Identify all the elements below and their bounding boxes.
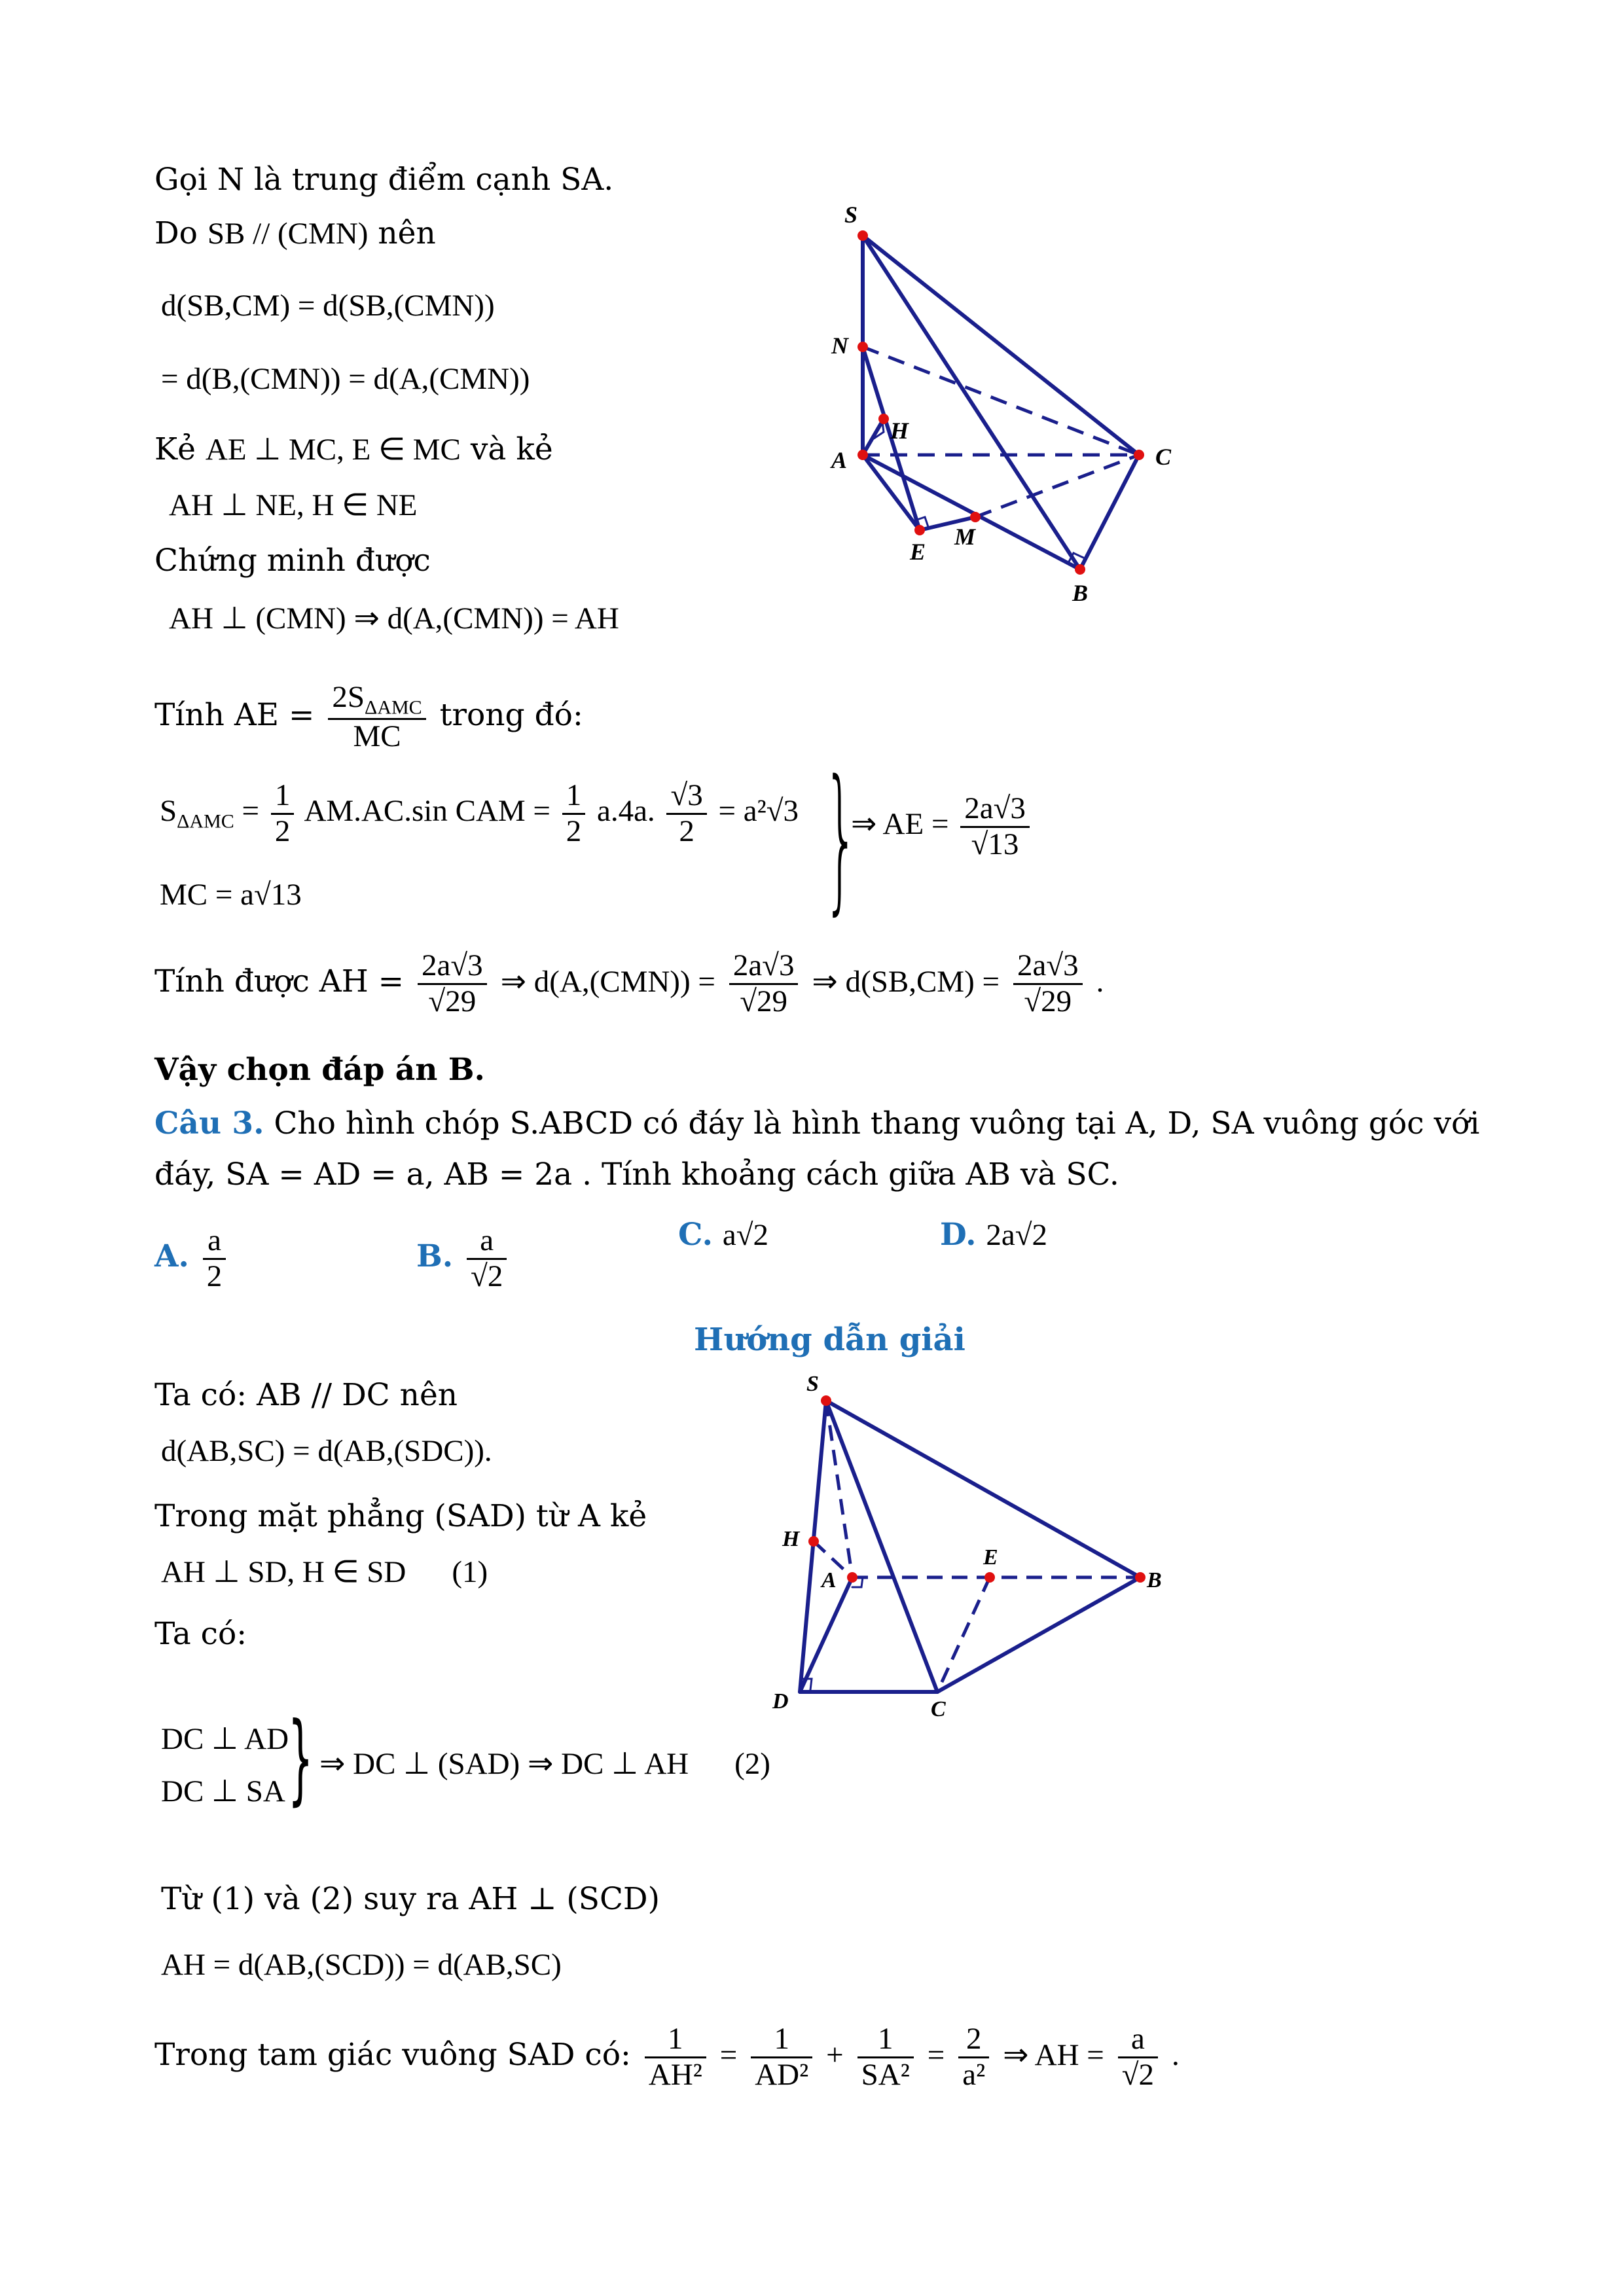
label-d: D — [772, 1689, 789, 1713]
point-n — [857, 342, 868, 352]
fraction: $\frac{2a√3}{√29}$ — [1013, 949, 1083, 1018]
text: Cho hình chóp S.ABCD có đáy là hình thang vuông tại A, D, SA vuông góc với — [264, 1105, 1480, 1141]
text-line: Ta có: AB // DC nên — [154, 1377, 458, 1413]
point-e — [914, 525, 925, 535]
option-value: a√2 — [722, 1218, 769, 1252]
fraction: $\frac{2a√3}{√29}$ — [729, 949, 799, 1018]
point-b — [1135, 1572, 1146, 1583]
den: MC — [353, 719, 401, 754]
area-formula — [160, 779, 799, 848]
option-label: C. — [678, 1217, 713, 1253]
fraction: $\frac{2}{\text{a²}}$ — [958, 2022, 989, 2092]
option-value: 2a√2 — [986, 1218, 1048, 1252]
text: . — [1172, 2038, 1180, 2073]
edge-sc — [826, 1401, 937, 1692]
point-c — [1134, 450, 1144, 460]
text-line — [154, 681, 583, 754]
text: Do — [154, 215, 208, 251]
label-h: H — [782, 1527, 800, 1551]
label-s: S — [844, 202, 858, 228]
fraction: $\frac{a}{√2}$ — [467, 1224, 507, 1293]
solution-heading: Hướng dẫn giải — [694, 1321, 965, 1358]
math-line: d(AB,SC) = d(AB,(SDC)). — [161, 1434, 492, 1468]
option-b[interactable] — [416, 1224, 511, 1293]
fraction — [328, 681, 425, 754]
fraction: $\frac{1}{\text{SA²}}$ — [857, 2022, 914, 2092]
text: AM.AC.sin CAM = — [304, 793, 550, 828]
text-line: Chứng minh được — [154, 543, 431, 579]
point-e — [984, 1572, 995, 1583]
option-d[interactable] — [940, 1217, 1047, 1253]
question-label: Câu 3. — [154, 1105, 264, 1141]
text-line — [154, 2022, 1180, 2092]
label-e: E — [910, 539, 926, 565]
text-line — [154, 432, 553, 467]
text-line — [154, 949, 1104, 1018]
text: . — [1096, 965, 1104, 999]
math-line: DC ⊥ SA — [161, 1774, 285, 1808]
point-h — [808, 1536, 819, 1547]
option-a[interactable] — [154, 1224, 230, 1293]
text: Trong tam giác vuông SAD có: — [154, 2037, 631, 2073]
edge-mc — [975, 455, 1139, 517]
edge-ec — [937, 1577, 990, 1692]
text: Tính AE = — [154, 697, 315, 734]
option-label: A. — [154, 1238, 189, 1275]
fraction: $\frac{√3}{2}$ — [666, 779, 706, 848]
math-line — [851, 792, 1034, 861]
point-a — [857, 450, 868, 460]
math: + — [826, 2038, 844, 2073]
label-h: H — [890, 418, 909, 444]
label-b: B — [1147, 1568, 1162, 1592]
label-e: E — [983, 1545, 998, 1570]
math: ⇒ d(SB,CM) = — [812, 965, 1000, 999]
fraction: $\frac{2a√3}{√13}$ — [960, 792, 1030, 861]
text-line: Từ (1) và (2) suy ra AH ⊥ (SCD) — [161, 1881, 660, 1917]
math: ⇒ AH = — [1003, 2038, 1104, 2073]
option-c[interactable] — [678, 1217, 768, 1253]
math: AE ⊥ MC, E ∈ MC — [205, 433, 461, 467]
conclusion: Vậy chọn đáp án B. — [154, 1052, 485, 1088]
point-b — [1075, 564, 1085, 575]
fraction: $\frac{1}{\text{AH²}}$ — [645, 2022, 706, 2092]
right-brace: } — [288, 1702, 314, 1816]
text-line — [154, 216, 436, 251]
text-line: Trong mặt phẳng (SAD) từ A kẻ — [154, 1498, 647, 1534]
option-label: D. — [940, 1217, 977, 1253]
math: = — [927, 2038, 945, 2073]
question-line — [154, 1106, 1479, 1141]
math: = — [719, 2038, 738, 2073]
point-m — [970, 512, 981, 522]
eq-number: (2) — [734, 1747, 770, 1781]
label-c: C — [931, 1697, 946, 1721]
math-line — [319, 1746, 770, 1782]
point-a — [847, 1572, 857, 1583]
math: SB // (CMN) — [207, 217, 369, 251]
edge-sa — [826, 1401, 852, 1577]
fraction: $\frac{2a√3}{√29}$ — [418, 949, 487, 1018]
eq: = — [242, 793, 260, 828]
text: và kẻ — [460, 431, 553, 467]
math-line: AH = d(AB,(SCD)) = d(AB,SC) — [161, 1948, 562, 1982]
point-h — [878, 414, 889, 424]
label-m: M — [954, 524, 976, 550]
math-line: MC = a√13 — [160, 878, 302, 912]
label-n: N — [831, 332, 848, 359]
label-a: A — [831, 447, 848, 473]
label-a: A — [821, 1568, 837, 1592]
eq-number: (1) — [452, 1555, 488, 1589]
edge-ae — [863, 455, 920, 530]
label-b: B — [1072, 580, 1089, 606]
text: ⇒ AE = — [851, 806, 949, 841]
fraction: $\frac{1}{\text{AD²}}$ — [751, 2022, 812, 2092]
edge-ab — [863, 455, 1080, 569]
text: Kẻ — [154, 431, 206, 467]
text: = a²√3 — [718, 793, 799, 828]
edge-bc — [1080, 455, 1139, 569]
right-brace: } — [823, 746, 859, 929]
fraction: $\frac{1}{2}$ — [271, 779, 295, 848]
sub: ΔAMC — [365, 696, 422, 719]
math-line: DC ⊥ AD — [161, 1722, 289, 1756]
math-line — [161, 1554, 488, 1590]
label-c: C — [1155, 444, 1172, 470]
text: nên — [368, 215, 436, 251]
fraction: $\frac{1}{2}$ — [562, 779, 586, 848]
label-s: S — [806, 1372, 819, 1396]
pyramid-figure-1 — [799, 196, 1218, 622]
math-line: d(SB,CM) = d(SB,(CMN)) — [161, 289, 495, 323]
math: ⇒ d(A,(CMN)) = — [500, 965, 715, 999]
sub: ΔAMC — [177, 810, 234, 833]
fraction: $\frac{a}{2}$ — [203, 1224, 226, 1293]
edge-cb — [937, 1577, 1140, 1692]
text: trong đó: — [439, 697, 583, 734]
math-line: AH ⊥ NE, H ∈ NE — [169, 488, 418, 522]
text-line: Gọi N là trung điểm cạnh SA. — [154, 162, 614, 198]
s: S — [160, 793, 177, 828]
option-label: B. — [416, 1238, 454, 1275]
fraction: $\frac{a}{√2}$ — [1118, 2022, 1158, 2092]
text: Tính được AH = — [154, 963, 405, 1000]
num: 2S — [332, 680, 365, 714]
text-line: Ta có: — [154, 1616, 247, 1652]
edge-ah — [863, 419, 884, 455]
math-line: AH ⊥ (CMN) ⇒ d(A,(CMN)) = AH — [169, 601, 619, 636]
question-line: đáy, SA = AD = a, AB = 2a . Tính khoảng cách giữa AB và SC. — [154, 1157, 1119, 1193]
pyramid-figure-2 — [753, 1361, 1198, 1728]
math: ⇒ DC ⊥ (SAD) ⇒ DC ⊥ AH — [319, 1747, 689, 1781]
math-line: = d(B,(CMN)) = d(A,(CMN)) — [161, 362, 530, 396]
point-s — [857, 230, 868, 241]
point-s — [821, 1395, 831, 1406]
text: a.4a. — [596, 793, 655, 828]
math: AH ⊥ SD, H ∈ SD — [161, 1555, 406, 1589]
